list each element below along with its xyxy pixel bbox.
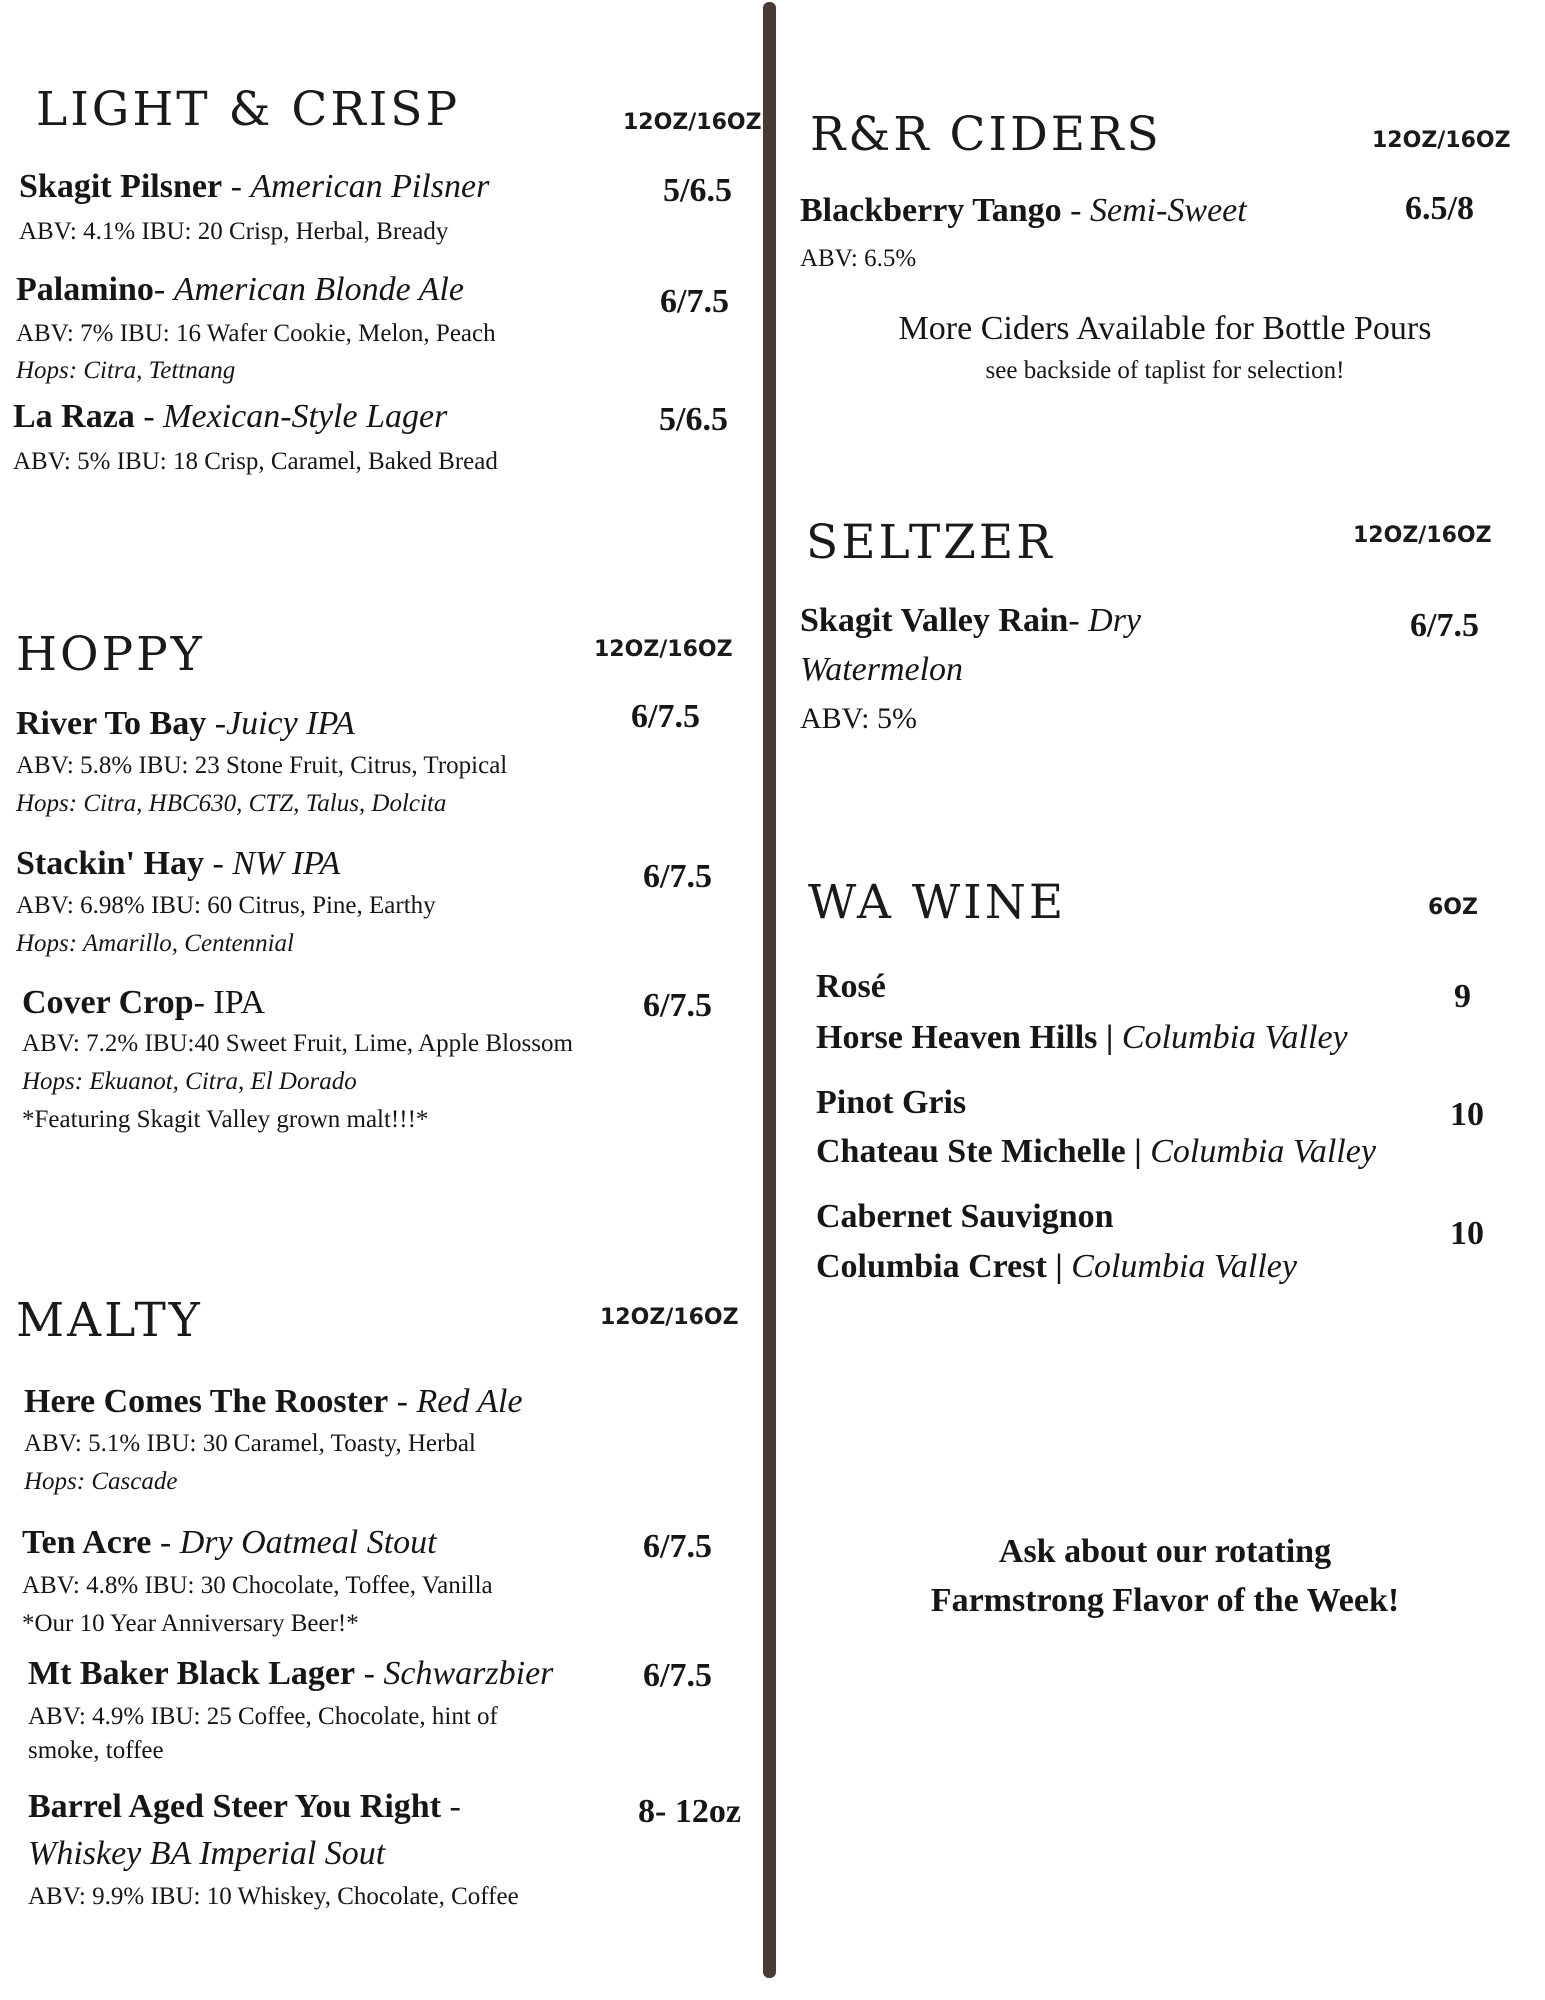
price-stackin-hay: 6/7.5 (643, 858, 712, 895)
more-ciders-subtext: see backside of taplist for selection! (985, 357, 1345, 384)
beer-info-river-to-bay: ABV: 5.8% IBU: 23 Stone Fruit, Citrus, Tropical (16, 752, 508, 779)
size-label-seltzer: 12OZ/16OZ (1353, 523, 1492, 548)
price-river-to-bay: 6/7.5 (631, 698, 700, 735)
price-skagit-valley-rain: 6/7.5 (1410, 607, 1479, 644)
beer-info-stackin-hay: ABV: 6.98% IBU: 60 Citrus, Pine, Earthy (16, 892, 436, 919)
section-title-hoppy: HOPPY (16, 627, 205, 682)
beer-info-palamino: ABV: 7% IBU: 16 Wafer Cookie, Melon, Peach (16, 320, 496, 347)
beer-hops-cover-crop: Hops: Ekuanot, Citra, El Dorado (22, 1068, 357, 1095)
beer-name-la-raza: La Raza - Mexican-Style Lager (13, 398, 448, 435)
price-barrel-aged-steer-you-right: 8- 12oz (638, 1793, 741, 1830)
beer-info-skagit-pilsner: ABV: 4.1% IBU: 20 Crisp, Herbal, Bready (19, 218, 449, 245)
beer-style-barrel-aged-steer-you-right: Whiskey BA Imperial Sout (28, 1835, 386, 1872)
column-divider (763, 2, 776, 1978)
cider-name-blackberry-tango: Blackberry Tango - Semi-Sweet (800, 192, 1247, 229)
wine-producer-rose: Horse Heaven Hills | Columbia Valley (816, 1019, 1348, 1056)
seltzer-style-skagit-valley-rain: Watermelon (800, 651, 964, 688)
section-title-malty: MALTY (16, 1293, 203, 1348)
seltzer-name-skagit-valley-rain: Skagit Valley Rain- Dry (800, 602, 1142, 639)
wine-name-pinot-gris: Pinot Gris (816, 1084, 967, 1121)
section-title-seltzer: SELTZER (806, 515, 1055, 570)
section-title-ciders: R&R CIDERS (810, 107, 1162, 162)
wine-name-rose: Rosé (816, 968, 886, 1005)
beer-name-palamino: Palamino- American Blonde Ale (16, 271, 464, 308)
beer-info-barrel-aged-steer-you-right: ABV: 9.9% IBU: 10 Whiskey, Chocolate, Coffee (28, 1883, 519, 1910)
more-ciders-notice: More Ciders Available for Bottle Pours (898, 310, 1432, 347)
price-la-raza: 5/6.5 (659, 401, 728, 438)
promo-line-2: Farmstrong Flavor of the Week! (930, 1582, 1400, 1619)
beer-info-cover-crop: ABV: 7.2% IBU:40 Sweet Fruit, Lime, Apple Blossom (22, 1030, 573, 1057)
wine-producer-pinot-gris: Chateau Ste Michelle | Columbia Valley (816, 1133, 1376, 1170)
beer-name-cover-crop: Cover Crop- IPA (22, 984, 266, 1021)
size-label-light-crisp: 12OZ/16OZ (623, 110, 762, 135)
price-rose: 9 (1454, 978, 1471, 1015)
price-blackberry-tango: 6.5/8 (1405, 190, 1474, 227)
section-title-wine: WA WINE (808, 875, 1067, 930)
price-ten-acre: 6/7.5 (643, 1528, 712, 1565)
beer-info-here-comes-the-rooster: ABV: 5.1% IBU: 30 Caramel, Toasty, Herbal (24, 1430, 476, 1457)
beer-note-cover-crop: *Featuring Skagit Valley grown malt!!!* (22, 1106, 429, 1133)
seltzer-info-skagit-valley-rain: ABV: 5% (800, 702, 917, 735)
wine-producer-cabernet-sauvignon: Columbia Crest | Columbia Valley (816, 1248, 1297, 1285)
beer-hops-palamino: Hops: Citra, Tettnang (16, 357, 236, 384)
size-label-hoppy: 12OZ/16OZ (594, 637, 733, 662)
beer-name-here-comes-the-rooster: Here Comes The Rooster - Red Ale (24, 1383, 523, 1420)
beer-hops-stackin-hay: Hops: Amarillo, Centennial (16, 930, 295, 957)
beer-name-river-to-bay: River To Bay -Juicy IPA (16, 705, 355, 742)
promo-line-1: Ask about our rotating (998, 1533, 1332, 1570)
beer-info-mt-baker-black-lager-cont: smoke, toffee (28, 1737, 164, 1764)
price-palamino: 6/7.5 (660, 283, 729, 320)
beer-info-ten-acre: ABV: 4.8% IBU: 30 Chocolate, Toffee, Vanilla (22, 1572, 493, 1599)
size-label-malty: 12OZ/16OZ (600, 1305, 739, 1330)
wine-name-cabernet-sauvignon: Cabernet Sauvignon (816, 1198, 1114, 1235)
beer-info-mt-baker-black-lager: ABV: 4.9% IBU: 25 Coffee, Chocolate, hint of (28, 1703, 498, 1730)
price-cabernet-sauvignon: 10 (1450, 1215, 1484, 1252)
size-label-wine: 6OZ (1428, 895, 1478, 920)
beer-name-ten-acre: Ten Acre - Dry Oatmeal Stout (22, 1524, 437, 1561)
beer-info-la-raza: ABV: 5% IBU: 18 Crisp, Caramel, Baked Bread (13, 448, 498, 475)
price-mt-baker-black-lager: 6/7.5 (643, 1657, 712, 1694)
beer-hops-here-comes-the-rooster: Hops: Cascade (24, 1468, 178, 1495)
price-pinot-gris: 10 (1450, 1096, 1484, 1133)
beer-hops-river-to-bay: Hops: Citra, HBC630, CTZ, Talus, Dolcita (16, 790, 447, 817)
beer-name-mt-baker-black-lager: Mt Baker Black Lager - Schwarzbier (28, 1655, 554, 1692)
cider-info-blackberry-tango: ABV: 6.5% (800, 245, 917, 272)
beer-name-skagit-pilsner: Skagit Pilsner - American Pilsner (19, 168, 490, 205)
beer-name-barrel-aged-steer-you-right: Barrel Aged Steer You Right - (28, 1788, 461, 1825)
price-cover-crop: 6/7.5 (643, 987, 712, 1024)
size-label-ciders: 12OZ/16OZ (1372, 128, 1511, 153)
beer-name-stackin-hay: Stackin' Hay - NW IPA (16, 845, 341, 882)
price-skagit-pilsner: 5/6.5 (663, 172, 732, 209)
section-title-light-crisp: LIGHT & CRISP (36, 82, 461, 137)
beer-note-ten-acre: *Our 10 Year Anniversary Beer!* (22, 1610, 359, 1637)
